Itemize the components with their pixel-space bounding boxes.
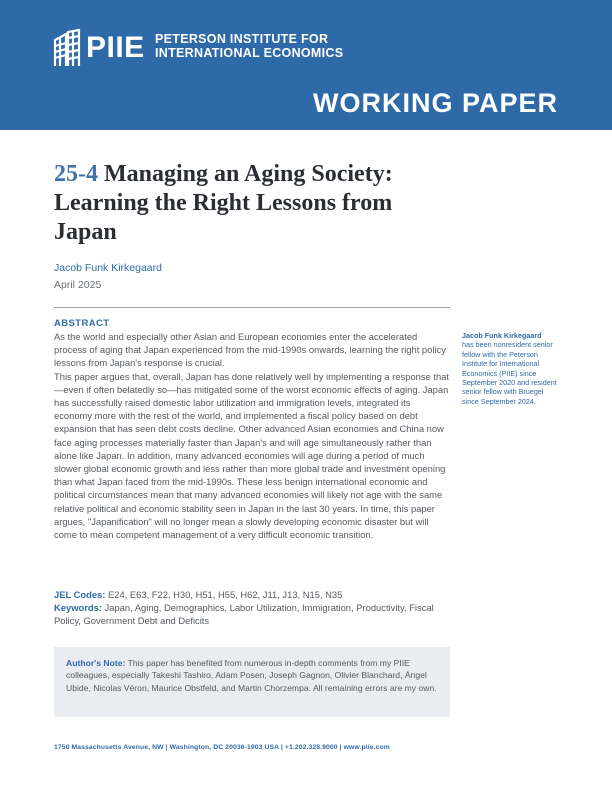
note-label: Author's Note: xyxy=(66,658,126,668)
divider xyxy=(54,307,450,308)
paper-title-text: Managing an Aging Society: Learning the Right Lessons from Japan xyxy=(54,161,393,245)
logo-wordmark: PIIE xyxy=(86,31,145,64)
abstract-body xyxy=(54,330,450,541)
author-name: Jacob Funk Kirkegaard xyxy=(54,262,162,274)
abstract-heading: ABSTRACT xyxy=(54,318,110,329)
publication-date: April 2025 xyxy=(54,279,102,291)
note-text: This paper has benefited from numerous in-depth comments from my PIIE colleagues, especially Takeshi Tashiro, Adam Posen, Joseph Gagnon, Olivier Blanchard, Ángel Ubide, Nicolas Véron, Maurice Obstfeld, and Martin Chorzempa. All remaining errors are my own. xyxy=(66,658,437,693)
jel-label: JEL Codes: xyxy=(54,589,106,600)
footer-contact: 1750 Massachusetts Avenue, NW | Washington, DC 20036-1903 USA | +1.202.328.9000 | www.piie.com xyxy=(54,744,390,751)
jel-codes xyxy=(54,588,450,601)
keywords-label: Keywords: xyxy=(54,602,102,613)
piie-logo[interactable] xyxy=(52,28,145,68)
abstract-paragraph: This paper argues that, overall, Japan has done relatively well by implementing a response that—even if often belatedly so—has mitigated some of the worst economic effects of aging. Japan has successfully raised domestic labor utilization and immigration levels, integrated its economy more with the rest of the world, and implemented a fiscal policy based on debt expansion that has seen debt costs decline. Other advanced Asian economies and China now face aging processes materially faster than Japan's and will age simultaneously rather than alone like Japan. In addition, many advanced economies will age during a period of much slower global economic growth and less rather than more global trade and investment opening than what Japan faced from the mid-1990s. These less benign international economic and political circumstances mean that many advanced economies will likely not age with the same relative political and economic stability seen in Japan in the last 30 years. In time, this paper argues, "Japanification" will no longer mean a slowly developing economic disaster but will come to mean competent management of a very difficult economic transition. xyxy=(54,370,450,541)
paper-number: 25-4 xyxy=(54,161,98,187)
authors-note-box xyxy=(54,647,450,717)
keywords xyxy=(54,601,450,627)
bio-text: has been nonresident senior fellow with the Peterson Institute for International Economics (PIIE) since September 2020 and resident senior fellow with Bruegel since September 2024. xyxy=(462,340,557,406)
author-bio-sidebar xyxy=(462,331,558,406)
jel-value: E24, E63, F22, H30, H51, H55, H62, J11, J13, N15, N35 xyxy=(108,589,343,600)
bio-author-name: Jacob Funk Kirkegaard xyxy=(462,331,542,340)
abstract-paragraph: As the world and especially other Asian and European economies enter the accelerated process of aging that Japan experienced from the mid-1990s onwards, learning the right policy lessons from Japan's response is crucial. xyxy=(54,331,446,369)
document-type-label: WORKING PAPER xyxy=(312,88,558,118)
keywords-value: Japan, Aging, Demographics, Labor Utilization, Immigration, Productivity, Fiscal Policy, Government Debt and Deficits xyxy=(54,602,434,627)
paper-title xyxy=(54,160,454,247)
authors-note xyxy=(66,657,438,694)
organization-name: PETERSON INSTITUTE FOR INTERNATIONAL ECONOMICS xyxy=(155,32,344,60)
header-banner xyxy=(0,0,612,130)
building-icon xyxy=(52,28,82,68)
